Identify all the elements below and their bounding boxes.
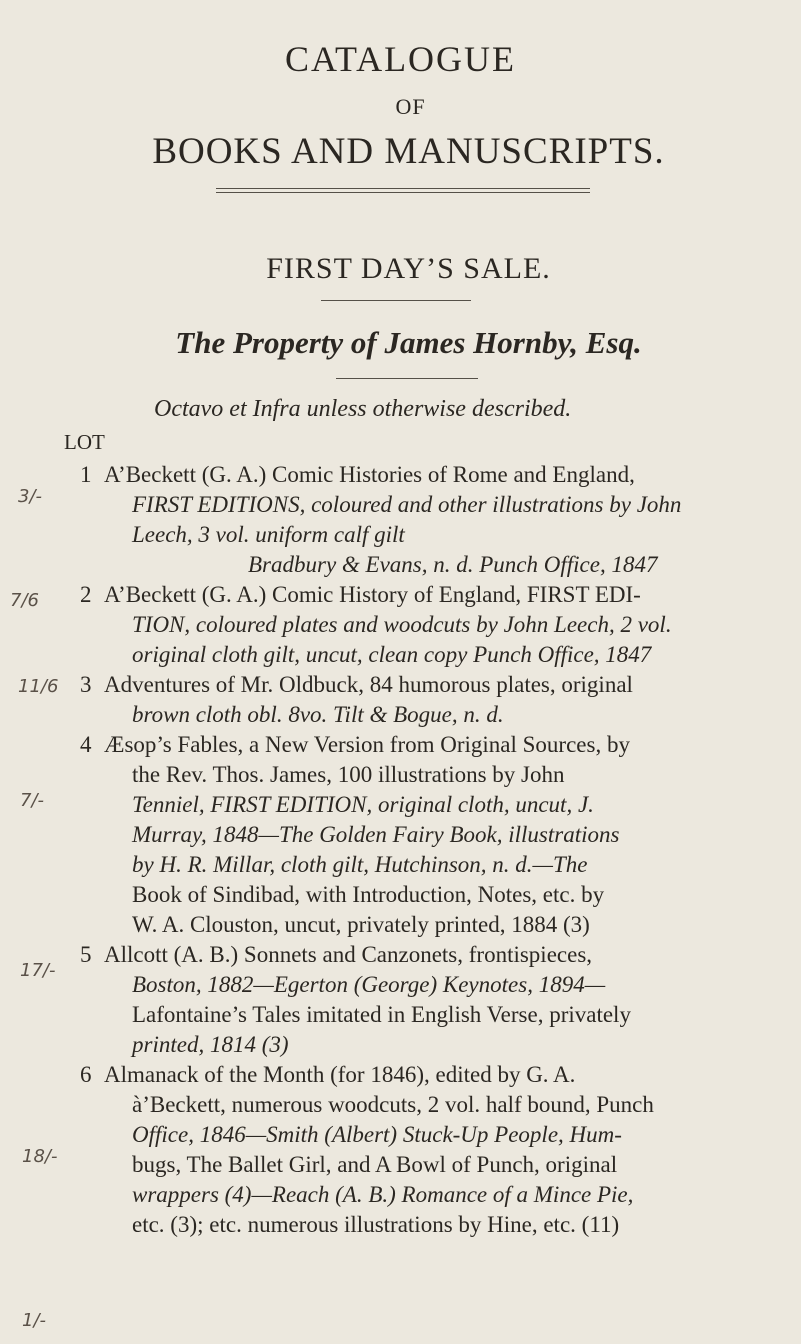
double-rule-top (216, 188, 590, 189)
sale-heading: FIRST DAY’S SALE. (266, 252, 551, 285)
lot-line: Leech, 3 vol. uniform calf gilt (132, 522, 405, 547)
lot-line: W. A. Clouston, uncut, privately printed, 1884 (3) (132, 912, 590, 937)
lot-column-label: LOT (64, 430, 105, 454)
lot-line: TION, coloured plates and woodcuts by John Leech, 2 vol. (132, 612, 672, 637)
lot-number: 4 (80, 732, 92, 757)
catalogue-title: CATALOGUE (284, 39, 517, 79)
lot-line: brown cloth obl. 8vo. Tilt & Bogue, n. d. (132, 702, 504, 727)
format-note: Octavo et Infra unless otherwise described. (154, 396, 572, 422)
margin-price-note: 3/- (18, 486, 43, 507)
lot-line: original cloth gilt, uncut, clean copy Punch Office, 1847 (132, 642, 652, 667)
lot-line: by H. R. Millar, cloth gilt, Hutchinson, n. d.—The (132, 852, 588, 877)
lot-line: Almanack of the Month (for 1846), edited by G. A. (104, 1062, 576, 1087)
lot-line: Æsop’s Fables, a New Version from Original Sources, by (104, 732, 630, 757)
margin-price-note: 11/6 (18, 676, 59, 697)
lot-line: bugs, The Ballet Girl, and A Bowl of Punch, original (132, 1152, 618, 1177)
lot-line: etc. (3); etc. numerous illustrations by Hine, etc. (11) (132, 1212, 620, 1237)
lot-line: Allcott (A. B.) Sonnets and Canzonets, frontispieces, (104, 942, 593, 967)
margin-price-note: 17/- (20, 960, 56, 981)
lot-number: 2 (80, 582, 92, 607)
lot-number: 5 (80, 942, 92, 967)
lot-line: Office, 1846—Smith (Albert) Stuck-Up People, Hum- (132, 1122, 622, 1147)
lot-line: Bradbury & Evans, n. d. Punch Office, 1847 (248, 552, 658, 577)
lot-line: Lafontaine’s Tales imitated in English Verse, privately (132, 1002, 631, 1027)
lot-line: à’Beckett, numerous woodcuts, 2 vol. half bound, Punch (132, 1092, 654, 1117)
lot-number: 1 (80, 462, 92, 487)
lot-line: Adventures of Mr. Oldbuck, 84 humorous plates, original (104, 672, 633, 697)
lot-line: Book of Sindibad, with Introduction, Notes, etc. by (132, 882, 605, 907)
lot-line: FIRST EDITIONS, coloured and other illustrations by John (132, 492, 682, 517)
property-rule (336, 378, 478, 379)
short-rule (321, 300, 471, 301)
lot-line: wrappers (4)—Reach (A. B.) Romance of a Mince Pie, (132, 1182, 634, 1207)
catalogue-subject: BOOKS AND MANUSCRIPTS. (152, 131, 665, 172)
margin-price-note: 18/- (22, 1146, 58, 1167)
lot-line: Tenniel, FIRST EDITION, original cloth, uncut, J. (132, 792, 594, 817)
lot-line: A’Beckett (G. A.) Comic History of England, FIRST EDI- (104, 582, 641, 607)
lot-line: A’Beckett (G. A.) Comic Histories of Rome and England, (104, 462, 635, 487)
lot-number: 6 (80, 1062, 92, 1087)
title-of: OF (395, 94, 426, 119)
lot-number: 3 (80, 672, 92, 697)
lot-line: Boston, 1882—Egerton (George) Keynotes, 1894— (132, 972, 606, 997)
property-heading: The Property of James Hornby, Esq. (175, 325, 642, 360)
double-rule-bottom (216, 192, 590, 193)
margin-price-note: 1/- (22, 1310, 47, 1331)
margin-price-note: 7/6 (10, 590, 39, 611)
margin-price-note: 7/- (20, 790, 45, 811)
lot-line: Murray, 1848—The Golden Fairy Book, illustrations (132, 822, 620, 847)
lot-line: printed, 1814 (3) (132, 1032, 289, 1057)
lot-line: the Rev. Thos. James, 100 illustrations by John (132, 762, 565, 787)
